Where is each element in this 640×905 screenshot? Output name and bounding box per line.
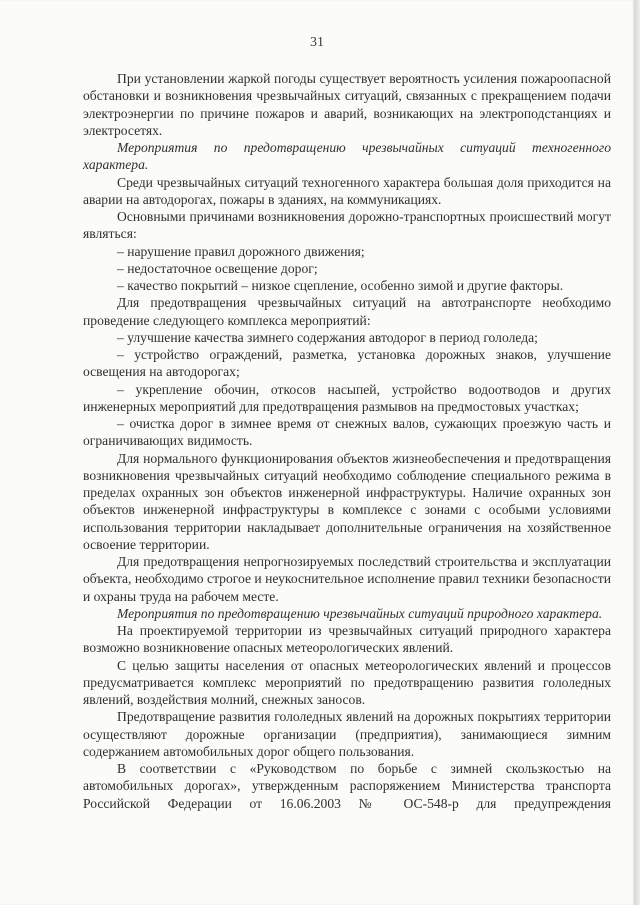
paragraph: При установлении жаркой погоды существует вероятность усиления пожароопасной обстановки и возникновения чрезвычайных ситуаций, связанных с прекращением подачи электроэнергии по причине пожаров и аварий, возникающих на электроподстанциях и электросетях. [83,71,611,138]
list-item: – улучшение качества зимнего содержания автодорог в период гололеда; [117,329,538,345]
paragraph: В соответствии с «Руководством по борьбе с зимней скользкостью на автомобильных дорогах», утвержденным распоряжением Министерства транспорта Российской Федерации от 16.06.2003 № ОС-548-р для предупреждения [83,761,611,811]
list-item: – нарушение правил дорожного движения; [117,243,365,259]
paragraph: На проектируемой территории из чрезвычайных ситуаций природного характера возможно возникновение опасных метеорологических явлений. [83,623,611,656]
section-heading: Мероприятия по предотвращению чрезвычайных ситуаций техногенного характера. [83,140,611,173]
list-item: – недостаточное освещение дорог; [117,260,318,276]
list-item: – устройство ограждений, разметка, установка дорожных знаков, улучшение освещения на автодорогах; [83,347,611,380]
paragraph: С целью защиты населения от опасных метеорологических явлений и процессов предусматривается комплекс мероприятий по предотвращению развития гололедных явлений, воздействия молний, снежных заносов. [83,657,611,707]
paragraph: Для нормального функционирования объектов жизнеобеспечения и предотвращения возникновения чрезвычайных ситуаций необходимо соблюдение специального режима в пределах охранных зон объектов инженерной инфраструктуры. Наличие охранных зон объектов инженерной инфраструктуры в комплексе с зонами с особыми условиями использования территории накладывает дополнительные ограничения на хозяйственное освоение территории. [83,450,611,552]
paragraph: Основными причинами возникновения дорожно-транспортных происшествий могут являться: [83,209,611,242]
list-item: – качество покрытий – низкое сцепление, особенно зимой и другие факторы. [117,278,564,293]
paragraph: Для предотвращения чрезвычайных ситуаций на автотранспорте необходимо проведение следующего комплекса мероприятий: [83,295,611,328]
paragraph: Предотвращение развития гололедных явлений на дорожных покрытиях территории осуществляют дорожные организации (предприятия), занимающиеся зимним содержанием автомобильных дорог общего пользования. [83,709,611,759]
paragraph: Среди чрезвычайных ситуаций техногенного характера большая доля приходится на аварии на автодорогах, пожары в зданиях, на коммуникациях. [83,174,611,207]
list-item: – укрепление обочин, откосов насыпей, устройство водоотводов и других инженерных мероприятий для предотвращения размывов на предмостовых участках; [83,381,611,414]
section-heading: Мероприятия по предотвращению чрезвычайных ситуаций природного характера. [117,605,603,621]
page-edge [634,0,640,905]
body-text [83,70,611,812]
page-number: 31 [310,35,324,50]
paragraph: Для предотвращения непрогнозируемых последствий строительства и эксплуатации объекта, необходимо строгое и неукоснительное исполнение правил техники безопасности и охраны труда на рабочем месте. [83,554,611,604]
list-item: – очистка дорог в зимнее время от снежных валов, сужающих проезжую часть и ограничивающих видимость. [83,416,611,449]
